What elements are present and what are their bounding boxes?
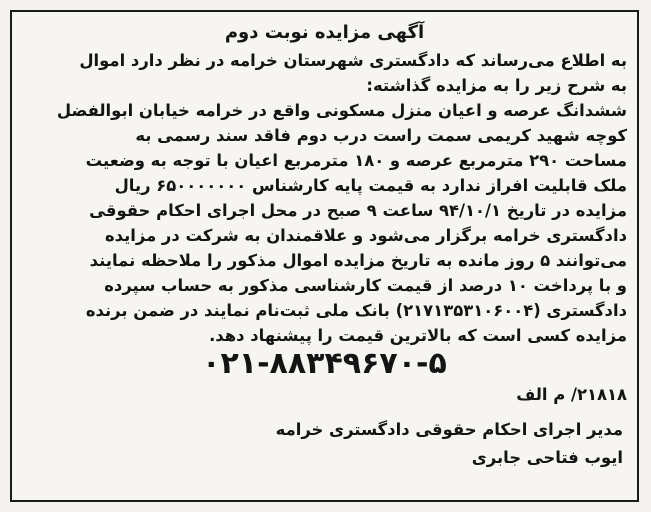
signature-position: مدیر اجرای احکام حقوقی دادگستری خرامه [275,420,623,439]
notice-line: کوچه شهید کریمی سمت راست درب دوم فاقد سند رسمی به [135,126,627,145]
notice-line: دادگستری خرامه برگزار می‌شود و علاقمندان به شرکت در مزایده [104,226,627,245]
notice-body [22,48,627,348]
notice-title: آگهی مزایده نوبت دوم [224,22,425,43]
notice-line: ششدانگ عرصه و اعیان منزل مسکونی واقع در خرامه خیابان ابوالفضل [56,101,627,120]
notice-line: به شرح زیر را به مزایده گذاشته: [366,76,627,95]
notice-line: مساحت ۲۹۰ مترمربع عرصه و ۱۸۰ مترمربع اعیان با توجه به وضعیت [85,151,627,170]
notice-frame [10,10,639,502]
signature-block [22,416,627,472]
signature-name: ایوب فتاحی جابری [471,448,623,467]
notice-line: و با پرداخت ۱۰ درصد از قیمت کارشناسی مذکور به حساب سپرده [104,276,627,295]
notice-line: دادگستری (۲۱۷۱۳۵۳۱۰۶۰۰۴) بانک ملی ثبت‌نام نمایند در ضمن برنده [85,301,627,320]
notice-line: ملک قابلیت افراز ندارد به قیمت پایه کارشناس ۶۵۰۰۰۰۰۰۰ ریال [114,176,627,195]
phone-number: ۰۲۱-۸۸۳۴۹۶۷۰-۵ [202,346,447,381]
reference-number: ۲۱۸۱۸/ م الف [516,385,627,404]
notice-line: می‌توانند ۵ روز مانده به تاریخ مزایده اموال مذکور را ملاحظه نمایند [89,251,627,270]
notice-content [22,18,627,494]
notice-line: مزایده کسی است که بالاترین قیمت را پیشنهاد دهد. [209,326,627,345]
notice-line: مزایده در تاریخ ۹۴/۱۰/۱ ساعت ۹ صبح در محل اجرای احکام حقوقی [89,201,627,220]
notice-line: به اطلاع می‌رساند که دادگستری شهرستان خرامه در نظر دارد اموال [79,51,627,70]
